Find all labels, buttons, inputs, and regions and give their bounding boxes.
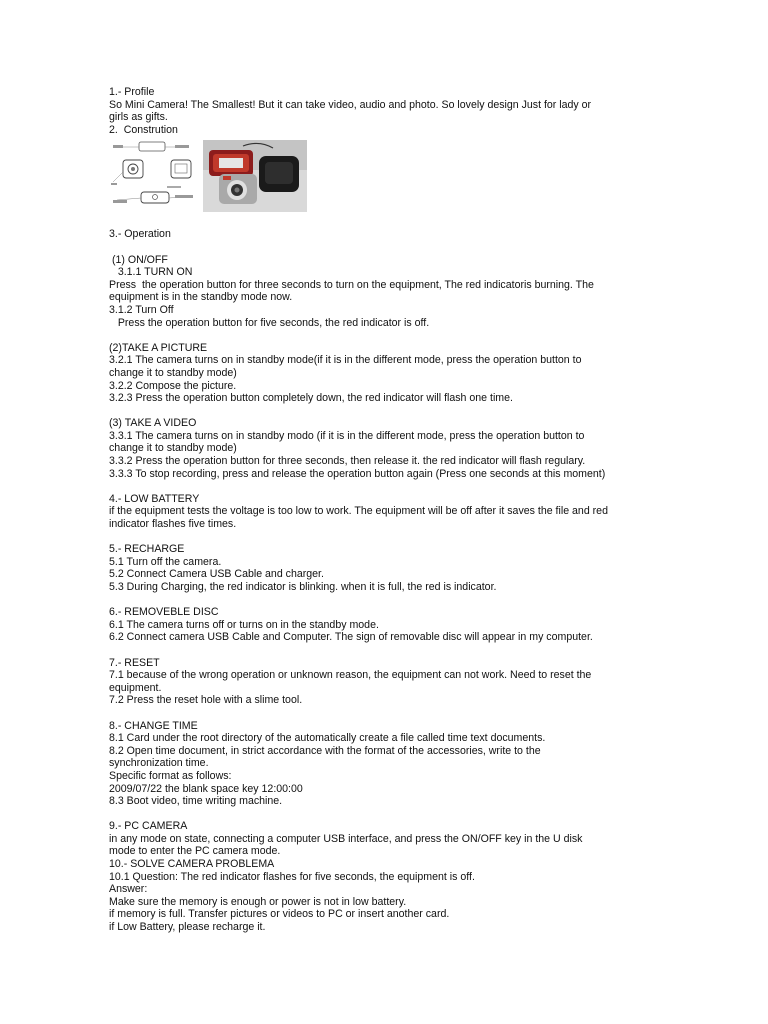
construction-heading: 2. Constrution [109, 123, 178, 136]
pc-camera-text: mode to enter the PC camera mode. [109, 845, 281, 858]
step-text: 6.2 Connect camera USB Cable and Computer. The sign of removable disc will appear in my computer. [109, 631, 593, 644]
low-battery-text: indicator flashes five times. [109, 518, 237, 531]
onoff-heading: (1) ON/OFF [109, 253, 168, 266]
turn-off-text: Press the operation button for five seconds, the red indicator is off. [109, 316, 430, 329]
answer-text: if memory is full. Transfer pictures or videos to PC or insert another card. [109, 908, 450, 921]
step-text: change it to standby mode) [109, 366, 237, 379]
pc-camera-text: in any mode on state, connecting a computer USB interface, and press the ON/OFF key in the U disk [109, 832, 583, 845]
step-text: 3.2.2 Compose the picture. [109, 379, 237, 392]
low-battery-text: if the equipment tests the voltage is too low to work. The equipment will be off after it saves the file and red [109, 505, 608, 518]
turn-on-text: equipment is in the standby mode now. [109, 291, 293, 304]
reset-heading: 7.- RESET [109, 656, 160, 669]
step-text: change it to standby mode) [109, 442, 237, 455]
pc-camera-heading: 9.- PC CAMERA [109, 820, 188, 833]
step-text: 7.1 because of the wrong operation or unknown reason, the equipment can not work. Need to reset the [109, 669, 592, 682]
camera-diagram [109, 138, 201, 214]
step-text: equipment. [109, 681, 162, 694]
answer-label: Answer: [109, 883, 148, 896]
format-value: 2009/07/22 the blank space key 12:00:00 [109, 782, 303, 795]
take-picture-heading: (2)TAKE A PICTURE [109, 341, 208, 354]
step-text: 3.2.1 The camera turns on in standby mode(if it is in the different mode, press the operation button to [109, 354, 582, 367]
take-video-heading: (3) TAKE A VIDEO [109, 417, 197, 430]
answer-text: if Low Battery, please recharge it. [109, 921, 266, 934]
construction-figure [109, 138, 669, 222]
operation-heading: 3.- Operation [109, 228, 171, 241]
step-text: 5.3 During Charging, the red indicator is blinking. when it is full, the red is indicator. [109, 581, 497, 593]
step-text: 3.2.3 Press the operation button completely down, the red indicator will flash one time. [109, 392, 513, 405]
step-text: 5.1 Turn off the camera. [109, 555, 222, 568]
format-label: Specific format as follows: [109, 769, 232, 782]
change-time-heading: 8.- CHANGE TIME [109, 719, 198, 732]
turn-on-text: Press the operation button for three seconds to turn on the equipment, The red indicatoris burning. The [109, 278, 594, 291]
solve-problem-heading: 10.- SOLVE CAMERA PROBLEMA [109, 858, 275, 871]
camera-photo [203, 140, 307, 212]
step-text: 5.2 Connect Camera USB Cable and charger. [109, 568, 324, 581]
step-text: 7.2 Press the reset hole with a slime tool. [109, 694, 303, 707]
removable-disc-heading: 6.- REMOVEBLE DISC [109, 606, 219, 619]
low-battery-heading: 4.- LOW BATTERY [109, 492, 200, 505]
step-text: 6.1 The camera turns off or turns on in the standby mode. [109, 618, 379, 631]
step-text: synchronization time. [109, 757, 209, 770]
step-text: 8.2 Open time document, in strict accordance with the format of the accessories, write to the [109, 744, 541, 757]
step-text: 3.3.2 Press the operation button for three seconds, then release it. the red indicator will flash regulary. [109, 455, 586, 468]
step-text: 8.3 Boot video, time writing machine. [109, 795, 283, 808]
answer-text: Make sure the memory is enough or power is not in low battery. [109, 895, 407, 908]
profile-text: So Mini Camera! The Smallest! But it can take video, audio and photo. So lovely design Just for lady or [109, 98, 592, 111]
step-text: 3.3.1 The camera turns on in standby modo (if it is in the different mode, press the operation button to [109, 429, 585, 442]
profile-heading: 1.- Profile [109, 86, 155, 98]
recharge-heading: 5.- RECHARGE [109, 543, 185, 556]
question-text: 10.1 Question: The red indicator flashes for five seconds, the equipment is off. [109, 870, 475, 883]
turn-off-heading: 3.1.2 Turn Off [109, 303, 174, 316]
turn-on-heading: 3.1.1 TURN ON [109, 266, 193, 279]
step-text: 3.3.3 To stop recording, press and release the operation button again (Press one seconds at this moment) [109, 467, 606, 480]
profile-text: girls as gifts. [109, 111, 168, 124]
document-page [109, 86, 669, 934]
step-text: 8.1 Card under the root directory of the automatically create a file called time text documents. [109, 732, 546, 745]
